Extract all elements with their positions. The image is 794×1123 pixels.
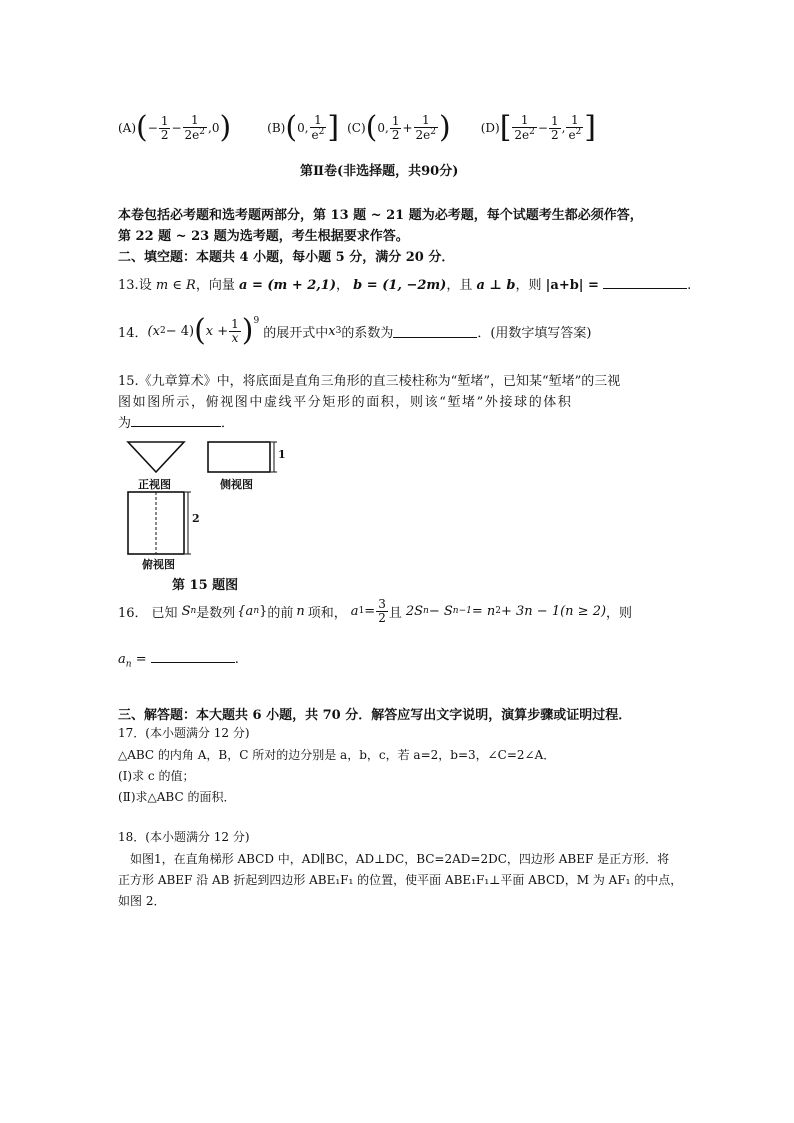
- option-d-bracket-right: ]: [584, 110, 596, 145]
- intro-line2: 第 22 题 ~ 23 题为选考题，考生根据要求作答。: [118, 229, 409, 244]
- option-a-minus2: −: [171, 121, 182, 135]
- option-d-bracket-left: [: [499, 110, 512, 145]
- option-c: [347, 110, 451, 145]
- q18-head: 18．(本小题满分 12 分): [118, 830, 250, 844]
- option-a-tail: ,0: [208, 121, 220, 135]
- option-d-frac1: $\frac{1}{2e^2}$: [514, 113, 535, 142]
- q18-line3: 如图 2．: [118, 894, 166, 908]
- option-c-plus: +: [402, 121, 413, 135]
- option-a-label: (A): [118, 121, 137, 135]
- option-b-label: (B): [267, 121, 286, 135]
- option-a-frac1: $\frac{1}{2}$: [160, 113, 169, 142]
- side-view-rect: [208, 442, 270, 472]
- q15-line1: 15.《九章算术》中，将底面是直角三角形的直三棱柱称为“堑堵”，已知某“堑堵”的三视: [118, 374, 621, 389]
- top-view-label: 俯视图: [142, 558, 175, 571]
- option-b: [267, 110, 340, 145]
- side-view-label: 侧视图: [220, 478, 253, 491]
- option-a-paren-left: (: [136, 110, 148, 145]
- question-14: 14． (x 2 − 4) ( x + $\frac{1}{x}$ ) $^9$ 的展开式中 x 3 的系数为 ．(用数字填写答案): [118, 313, 592, 348]
- side-view-dim: 1: [278, 448, 286, 461]
- option-c-label: (C): [347, 121, 366, 135]
- answer-blank-16[interactable]: [151, 650, 235, 663]
- q17-part1: (Ⅰ)求 c 的值；: [118, 769, 195, 783]
- front-view-label: 正视图: [138, 478, 171, 491]
- question-13: 13.设 m ∈ R，向量 a = (m + 2,1)， b = (1, −2m)，且 a ⊥ b，则 |a+b| = .: [118, 278, 692, 293]
- option-a-paren-right: ): [219, 110, 232, 145]
- figure-caption: 第 15 题图: [172, 578, 239, 593]
- options-row: [118, 108, 596, 148]
- q18-line1: 如图1，在直角梯形 ABCD 中，AD∥BC，AD⊥DC，BC=2AD=2DC，四边形 ABEF 是正方形．将: [130, 852, 670, 866]
- option-b-bracket-right: ]: [327, 110, 340, 145]
- question-16: 16． 已知 S n 是数列 {a n } 的前 n 项和， a 1 = $\frac{3}{2}$ 且 2S n − S n−1 = n 2 + 3n − 1(n ≥ 2) ，则: [118, 597, 633, 625]
- question-16-line2: $a_n$ = .: [118, 652, 239, 670]
- option-d-frac2: $\frac{1}{2}$: [550, 113, 559, 142]
- q18-line2: 正方形 ABEF 沿 AB 折起到四边形 ABE₁F₁ 的位置，使平面 ABE₁F₁⊥平面 ABCD，M 为 AF₁ 的中点，: [118, 873, 683, 887]
- top-view-dim: 2: [192, 512, 200, 525]
- option-c-paren-right: ): [439, 110, 451, 145]
- option-c-frac2: $\frac{1}{2e^2}$: [415, 113, 436, 142]
- option-b-zero: 0,: [297, 121, 309, 135]
- option-c-frac1: $\frac{1}{2}$: [391, 113, 400, 142]
- fill-in-title: 二、填空题：本题共 4 小题，每小题 5 分，满分 20 分．: [118, 250, 455, 265]
- answer-blank-14[interactable]: [393, 325, 477, 338]
- option-d-label: (D): [480, 121, 500, 135]
- q17-part2: (Ⅱ)求△ABC 的面积．: [118, 790, 236, 804]
- option-d: (D) [ $\frac{1}{2e^2}$ − $\frac{1}{2}$ , $\frac{1}{e^2}$ ]: [480, 110, 596, 145]
- q15-line3: 为 ．: [118, 416, 235, 431]
- option-b-paren-left: (: [285, 110, 298, 145]
- option-a: [118, 110, 232, 145]
- answer-blank-15[interactable]: [131, 414, 221, 427]
- option-b-frac: $\frac{1}{e^2}$: [311, 113, 325, 142]
- q15-line2: 图如图所示，俯视图中虚线平分矩形的面积，则该“堑堵”外接球的体积: [118, 395, 573, 410]
- option-c-paren-left: (: [365, 110, 378, 145]
- q17-line1: △ABC 的内角 A，B，C 所对的边分别是 a，b，c，若 a=2，b=3，∠C=2∠A．: [118, 748, 556, 762]
- front-view-triangle: [128, 442, 184, 472]
- intro-line1: 本卷包括必考题和选考题两部分，第 13 题 ~ 21 题为必考题，每个试题考生都必须作答，: [118, 208, 643, 223]
- q17-head: 17．(本小题满分 12 分): [118, 726, 250, 740]
- option-a-minus: −: [147, 121, 158, 135]
- option-d-minus: −: [537, 121, 548, 135]
- option-d-frac3: $\frac{1}{e^2}$: [568, 113, 582, 142]
- solve-title: 三、解答题：本大题共 6 小题，共 70 分．解答应写出文字说明，演算步骤或证明过程．: [118, 708, 632, 723]
- option-c-zero: 0,: [377, 121, 389, 135]
- section2-title: 第Ⅱ卷(非选择题，共90分): [300, 164, 459, 179]
- option-a-frac2: $\frac{1}{2e^2}$: [184, 113, 205, 142]
- answer-blank-13[interactable]: [603, 276, 687, 289]
